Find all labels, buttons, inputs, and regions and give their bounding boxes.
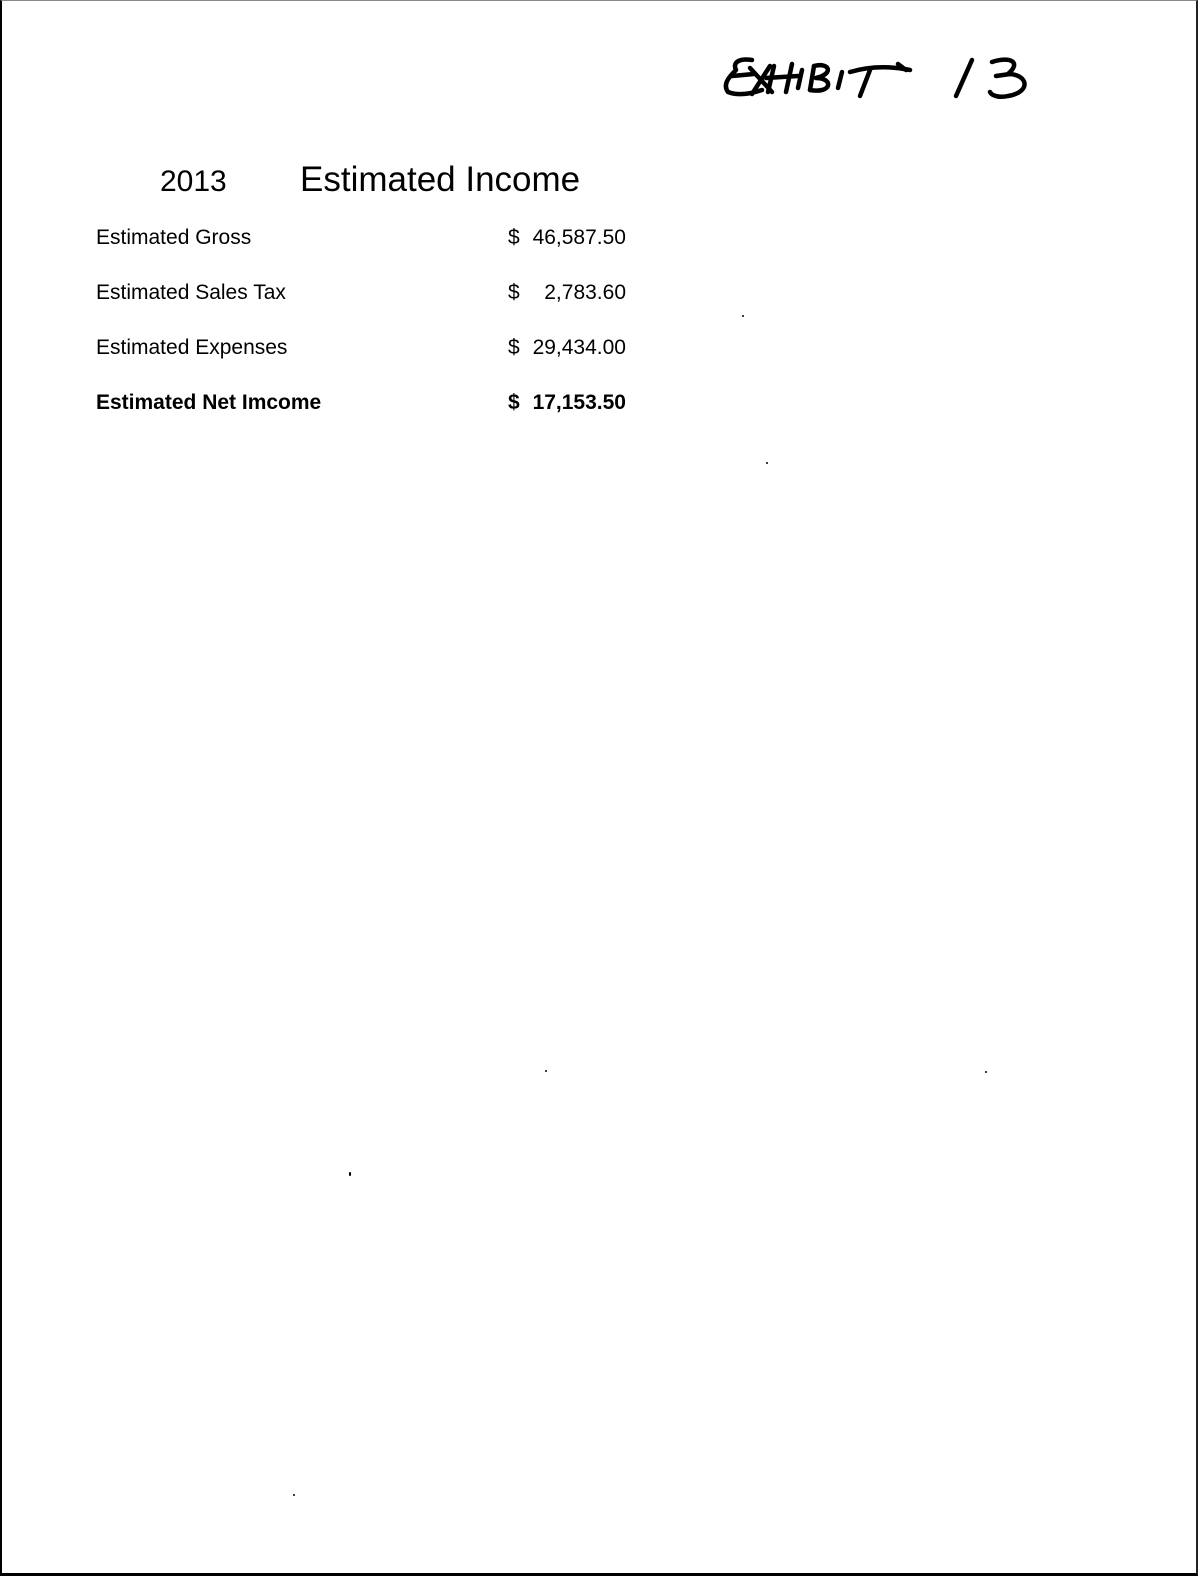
row-amount: 17,153.50 — [532, 391, 626, 414]
income-row-net-income — [96, 391, 626, 446]
row-label: Estimated Net Imcome — [96, 391, 322, 414]
exhibit-handwriting — [710, 40, 1060, 110]
scan-speck — [349, 1172, 351, 1176]
currency-symbol: $ — [508, 226, 520, 249]
income-row-expenses — [96, 336, 626, 391]
income-row-sales-tax — [96, 281, 626, 336]
heading-title: Estimated Income — [300, 160, 581, 199]
document-heading — [160, 160, 580, 204]
row-value — [508, 226, 626, 250]
scan-speck — [985, 1071, 987, 1073]
currency-symbol: $ — [508, 391, 520, 414]
row-label: Estimated Sales Tax — [96, 281, 286, 304]
heading-year: 2013 — [160, 165, 227, 198]
income-table — [96, 226, 626, 446]
scan-speck — [545, 1070, 547, 1072]
scan-speck — [742, 315, 744, 317]
scan-speck — [766, 462, 768, 464]
row-label: Estimated Expenses — [96, 336, 288, 359]
row-value — [508, 336, 626, 360]
row-amount: 29,434.00 — [532, 336, 626, 359]
scan-speck — [293, 1494, 295, 1496]
currency-symbol: $ — [508, 281, 520, 304]
exhibit-stamp — [710, 40, 1060, 110]
row-amount: 2,783.60 — [544, 281, 626, 304]
row-value — [508, 391, 626, 415]
row-value — [508, 281, 626, 305]
row-label: Estimated Gross — [96, 226, 252, 249]
currency-symbol: $ — [508, 336, 520, 359]
row-amount: 46,587.50 — [532, 226, 626, 249]
income-row-gross — [96, 226, 626, 281]
